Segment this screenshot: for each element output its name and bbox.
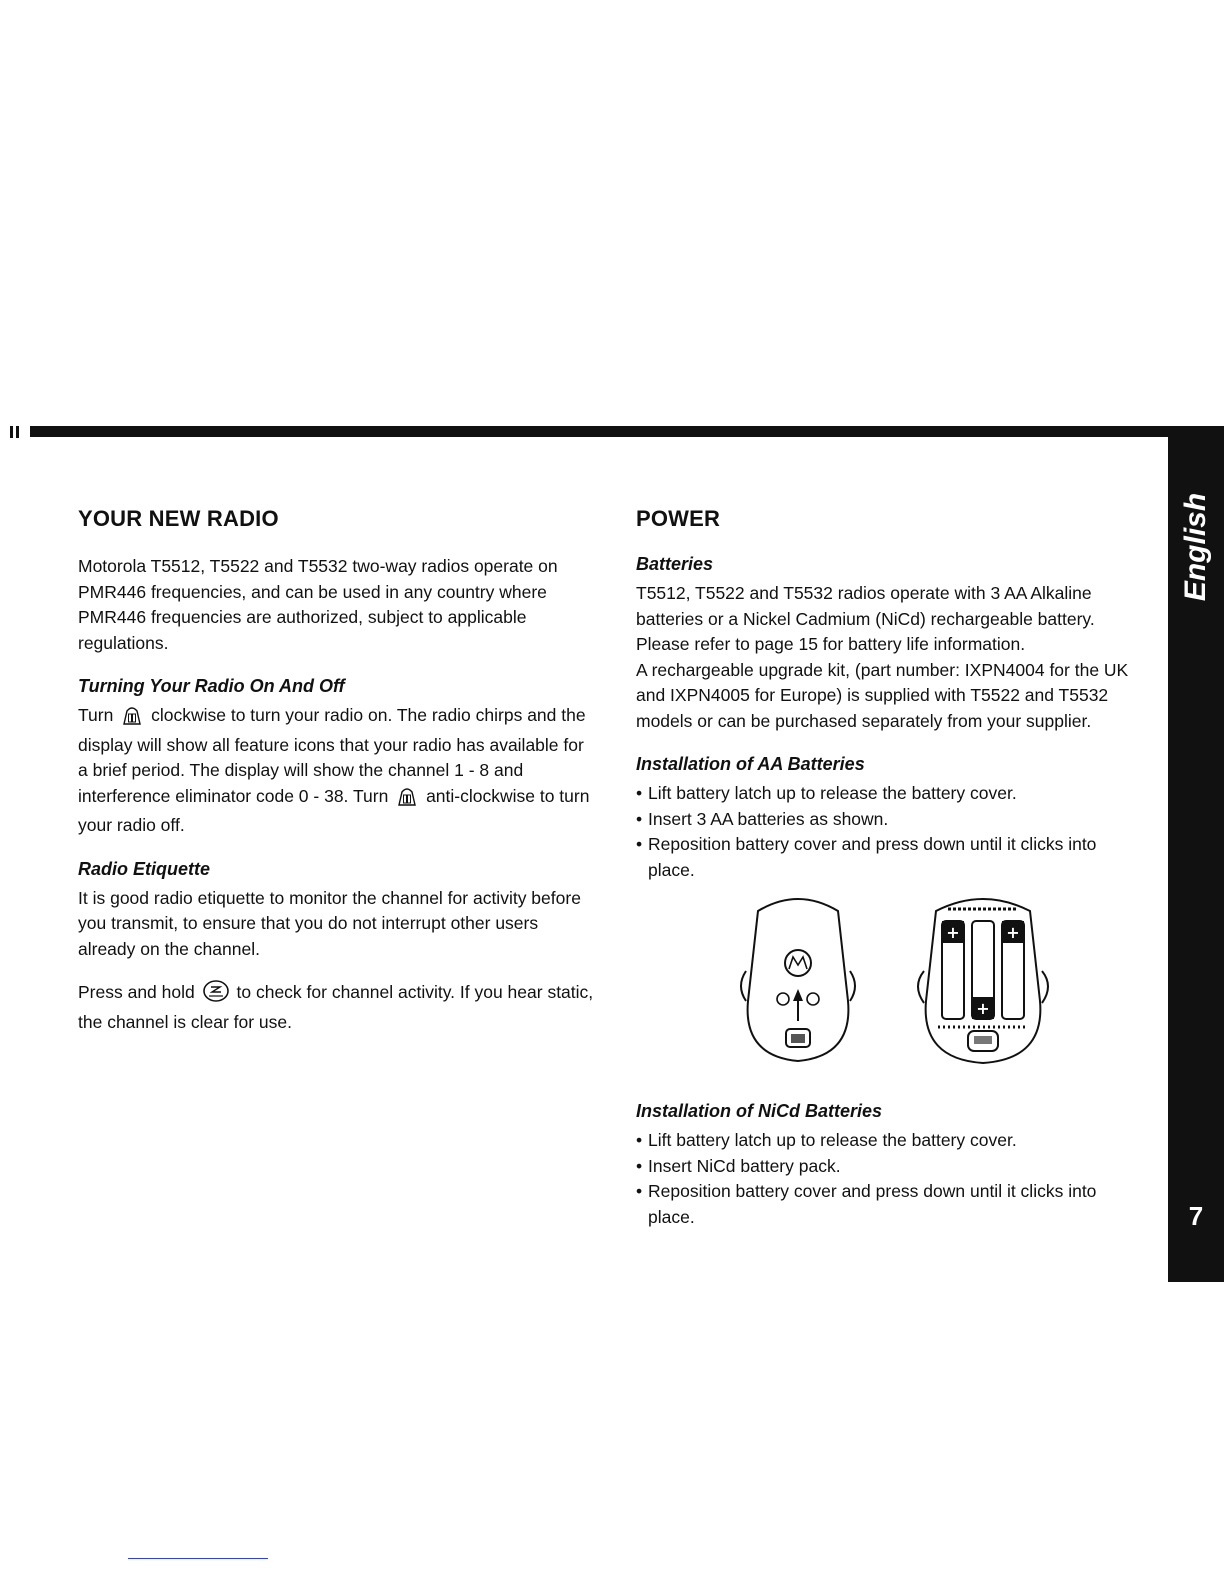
turning-text-2: clockwise to turn your radio on. The radio chirps and the display will show all feature icons that your radio has available for a brief period. The display will show the channel 1 - 8 and interference eliminator code 0 - 38. Turn — [78, 705, 586, 806]
top-rule — [30, 426, 1224, 437]
footer-rule — [128, 1558, 268, 1559]
list-item: • Insert 3 AA batteries as shown. — [636, 808, 889, 829]
monitor-paragraph — [78, 980, 598, 1035]
batteries-paragraph: T5512, T5522 and T5532 radios operate with 3 AA Alkaline batteries or a Nickel Cadmium (NiCd) rechargeable battery. Please refer to page 15 for battery life information. — [636, 583, 1095, 654]
list-item: • Lift battery latch up to release the battery cover. — [636, 783, 1017, 803]
intro-paragraph: Motorola T5512, T5522 and T5532 two-way radios operate on PMR446 frequencies, and can be used in any country where PMR446 frequencies are authorized, subject to applicable regulations. — [78, 556, 558, 653]
radio-back-cover-drawing — [728, 891, 868, 1071]
section-heading-your-new-radio: YOUR NEW RADIO — [78, 506, 279, 531]
turning-text-3: anti-clockwise to turn your radio off. — [78, 785, 590, 835]
upgrade-kit-paragraph: A rechargeable upgrade kit, (part number: IXPN4004 for the UK and IXPN4005 for Europe) is supplied with T5522 and T5532 models or can be purchased separately from your supplier. — [636, 659, 1129, 731]
list-item: • Reposition battery cover and press down until it clicks into place. — [636, 1181, 1097, 1227]
list-item: • Insert NiCd battery pack. — [636, 1155, 841, 1176]
subheading-aa-installation: Installation of AA Batteries — [636, 754, 865, 774]
right-column — [636, 506, 1146, 1230]
nicd-steps-list — [636, 1128, 1146, 1230]
turning-paragraph — [78, 703, 598, 839]
page-number: 7 — [1188, 1201, 1204, 1231]
turning-text-1: Turn — [78, 705, 114, 725]
aa-steps-list — [636, 781, 1146, 883]
left-column — [78, 506, 598, 1035]
subheading-nicd-installation: Installation of NiCd Batteries — [636, 1101, 883, 1121]
power-knob-icon — [121, 705, 143, 733]
plus-sign: + — [946, 923, 960, 942]
language-tab — [1168, 437, 1224, 1282]
margin-marks — [10, 426, 26, 438]
subheading-batteries: Batteries — [636, 554, 714, 574]
etiquette-paragraph: It is good radio etiquette to monitor the channel for activity before you transmit, to ensure that you do not interrupt other users already on the channel. — [78, 887, 581, 959]
battery-installation-figure — [636, 891, 1146, 1081]
language-label: English — [1179, 492, 1212, 602]
monitor-button-icon — [203, 980, 229, 1010]
subheading-etiquette: Radio Etiquette — [78, 858, 211, 879]
list-item: • Reposition battery cover and press down until it clicks into place. — [636, 834, 1097, 880]
plus-sign: + — [1006, 923, 1020, 942]
power-knob-icon — [396, 786, 418, 814]
list-item: • Lift battery latch up to release the battery cover. — [636, 1130, 1017, 1150]
press-text-2: to check for channel activity. If you hear static, the channel is clear for use. — [78, 982, 594, 1032]
battery-compartment-drawing — [908, 891, 1058, 1071]
plus-sign: + — [976, 999, 990, 1018]
section-heading-power: POWER — [636, 506, 721, 531]
press-text-1: Press and hold — [78, 982, 195, 1002]
subheading-turning: Turning Your Radio On And Off — [78, 676, 345, 696]
